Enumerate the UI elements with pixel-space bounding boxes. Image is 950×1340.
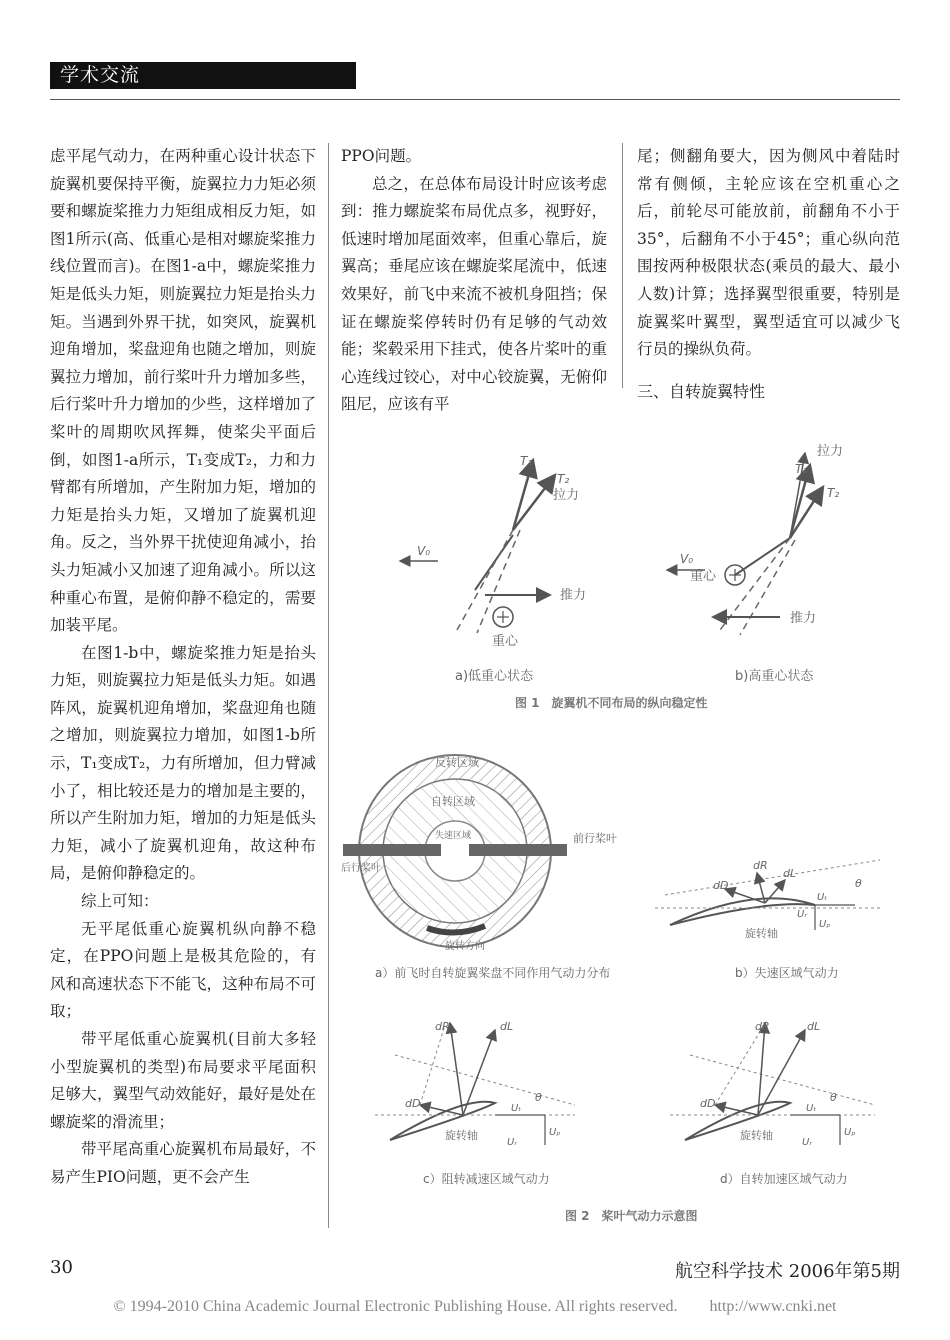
- column-3: [637, 143, 900, 405]
- column-separator: [328, 143, 329, 1228]
- fig2d-dl-label: dL: [807, 1020, 821, 1033]
- paragraph: 在图1-b中，螺旋桨推力矩是抬头力矩，则旋翼拉力矩是低头力矩。如遇阵风，旋翼机迎角增加，桨盘迎角也随之增加，则旋翼拉力增加，如图1-b所示，T₁变成T₂，力有所增加，但力臂减小了，相比较还是力的增加是主要的，所以产生附加力矩，增加的力矩是低头力矩，减小了旋翼机迎角，故这种布局，是俯仰静稳定的。: [50, 643, 316, 883]
- fig2c-dl-label: dL: [500, 1020, 514, 1033]
- paragraph: 尾；侧翻角要大，因为侧风中着陆时常有侧倾，主轮应该在空机重心之后，前轮尽可能放前，前翻角不小于35°，后翻角不小于45°；重心纵向范围按两种极限状态(乘员的最大、最小人数)计算；选择翼型很重要，特别是旋翼桨叶翼型，翼型适宜可以减少飞行员的操纵负荷。: [637, 147, 900, 359]
- fig2d-subcaption: d）自转加速区域气动力: [720, 1172, 848, 1186]
- page-number: 30: [50, 1257, 73, 1278]
- fig1b-v0-label: V₀: [680, 552, 694, 566]
- fig2c-subcaption: c）阻转减速区域气动力: [423, 1172, 550, 1186]
- fig2d-theta-label: θ: [830, 1091, 837, 1104]
- fig1b-lift-label: 拉力: [817, 444, 844, 459]
- fig2d-axis-label: 旋转轴: [740, 1129, 773, 1142]
- fig1a-subcaption: a)低重心状态: [455, 669, 534, 684]
- fig2b-dl-label: dL: [783, 867, 797, 880]
- paragraph: 虑平尾气动力，在两种重心设计状态下旋翼机要保持平衡，旋翼拉力力矩必须要和螺旋桨推力力矩组成相反力矩，如图1所示(高、低重心是相对螺旋桨推力线位置而言)。在图1-a中，螺旋桨推力矩是低头力矩，则旋翼拉力矩是抬头力矩。当遇到外界干扰，如突风，旋翼机迎角增加，桨盘迎角也随之增加，则旋翼拉力增加，前行桨叶升力增加多些，后行桨叶升力增加的少些，这样增加了桨叶的周期吹风挥舞，使桨尖平面后倒，如图1-a所示，T₁变成T₂，力和力臂都有所增加，产生附加力矩，增加的力矩是抬头力矩，又增加了旋翼机迎角。反之，当外界干扰使迎角减小，抬头力矩减小又加速了迎角减小。所以这种重心布置，是俯仰静不稳定的，需要加装平尾。: [50, 147, 316, 635]
- fig1b-cg-label: 重心: [690, 569, 717, 584]
- fig2c-up-label: Uₚ: [549, 1127, 561, 1138]
- fig1a-t2-label: T₂: [557, 472, 570, 486]
- fig2a-advancing-label: 前行桨叶: [573, 832, 617, 845]
- fig1a-dashed-line: [457, 530, 513, 630]
- fig2c-dr-arrow: [450, 1023, 463, 1115]
- fig1a-diagram: [400, 454, 586, 684]
- fig2c-diagram: [375, 1020, 575, 1186]
- fig2d-dr-label: dR: [755, 1020, 770, 1033]
- section-heading: 三、自转旋翼特性: [637, 381, 766, 401]
- paragraph: 带平尾高重心旋翼机布局最好，不易产生PIO问题，更不会产生: [50, 1140, 316, 1186]
- fig2a-stall-label: 失速区域: [435, 831, 472, 841]
- column-2: [341, 143, 607, 419]
- fig2c-ur-label: Uᵣ: [507, 1137, 517, 1148]
- fig1b-subcaption: b)高重心状态: [735, 669, 814, 684]
- fig2b-dd-label: dD: [713, 879, 729, 892]
- fig2a-advancing-blade: [469, 844, 567, 856]
- fig2b-ut-label: Uₜ: [817, 892, 828, 903]
- column-separator: [622, 143, 623, 388]
- fig2-caption: 图 2 桨叶气动力示意图: [565, 1209, 698, 1223]
- figure-block: [335, 405, 900, 1235]
- fig2b-axis-label: 旋转轴: [745, 927, 778, 940]
- fig2a-subcaption: a）前飞时自转旋翼桨盘不同作用气动力分布: [375, 966, 611, 980]
- journal-issue: 航空科学技术 2006年第5期: [675, 1261, 900, 1282]
- fig2a-reverse-label: 反转区域: [435, 756, 479, 769]
- fig1a-v0-label: V₀: [417, 544, 431, 558]
- fig1b-diagram: [667, 443, 843, 684]
- fig2d-up-label: Uₚ: [844, 1127, 856, 1138]
- fig2c-dd-label: dD: [405, 1097, 421, 1110]
- fig1a-cg-label: 重心: [492, 634, 519, 649]
- copyright-notice: © 1994-2010 China Academic Journal Electronic Publishing House. All rights reserved. http://www.cnki.net: [113, 1298, 837, 1315]
- fig2d-dd-label: dD: [700, 1097, 716, 1110]
- fig2b-subcaption: b）失速区域气动力: [735, 966, 839, 980]
- fig1-caption: 图 1 旋翼机不同布局的纵向稳定性: [515, 696, 708, 710]
- paragraph: 无平尾低重心旋翼机纵向静不稳定，在PPO问题上是极其危险的，有风和高速状态下不能飞，这种布局不可取；: [50, 919, 316, 1021]
- column-1: [50, 143, 316, 1192]
- fig1b-t1-label: T₁: [795, 462, 808, 476]
- fig1a-t1-arrow: [513, 460, 533, 530]
- header-rule: [50, 99, 900, 100]
- fig2a-rotor-disc: [341, 755, 617, 980]
- fig1b-thrust-label: 推力: [790, 611, 817, 626]
- fig2c-axis-label: 旋转轴: [445, 1129, 478, 1142]
- fig1a-t2-arrow: [513, 475, 555, 530]
- figure-svg: [335, 405, 900, 1235]
- fig2d-diagram: [670, 1020, 875, 1186]
- paragraph: 总之，在总体布局设计时应该考虑到：推力螺旋桨布局优点多，视野好，低速时增加尾面效率，但重心靠后，旋翼高；垂尾应该在螺旋桨尾流中，低速效果好，前飞中来流不被机身阻挡；保证在螺旋桨停转时仍有足够的气动效能；桨毂采用下挂式，使各片桨叶的重心连线过铰心，对中心铰旋翼，无俯仰阻尼，应该有平: [341, 174, 607, 414]
- fig2d-ur-label: Uᵣ: [802, 1137, 812, 1148]
- fig2a-auto-label: 自转区域: [431, 795, 475, 808]
- fig2b-theta-label: θ: [855, 877, 862, 890]
- fig2a-rotation-label: 旋转方向: [445, 941, 485, 952]
- fig2b-ur-label: Uᵣ: [797, 909, 807, 920]
- fig2d-ut-label: Uₜ: [806, 1103, 817, 1114]
- paragraph: 带平尾低重心旋翼机(目前大多轻小型旋翼机的类型)布局要求平尾面积足够大，翼型气动效能好，最好是处在螺旋桨的滑流里；: [50, 1030, 316, 1131]
- fig2a-retreating-label: 后行桨叶: [341, 863, 381, 874]
- fig2b-up-label: Uₚ: [819, 919, 831, 930]
- fig2c-theta-label: θ: [535, 1091, 542, 1104]
- fig1a-t1-label: T₁: [520, 454, 533, 468]
- fig2c-dr-label: dR: [435, 1020, 450, 1033]
- fig2a-retreating-blade: [343, 844, 441, 856]
- paragraph: PPO问题。: [341, 147, 422, 165]
- fig2b-airfoil: [670, 898, 815, 925]
- paragraph: 综上可知：: [81, 892, 159, 911]
- fig2b-dr-label: dR: [753, 859, 768, 872]
- fig2d-dr-arrow: [758, 1023, 765, 1115]
- header-section-title: 学术交流: [60, 64, 141, 86]
- fig1a-thrust-label: 推力: [560, 588, 587, 603]
- fig2b-diagram: [655, 859, 880, 980]
- fig1b-t2-label: T₂: [827, 486, 840, 500]
- fig1a-lift-label: 拉力: [553, 488, 580, 503]
- fig2c-ut-label: Uₜ: [511, 1103, 522, 1114]
